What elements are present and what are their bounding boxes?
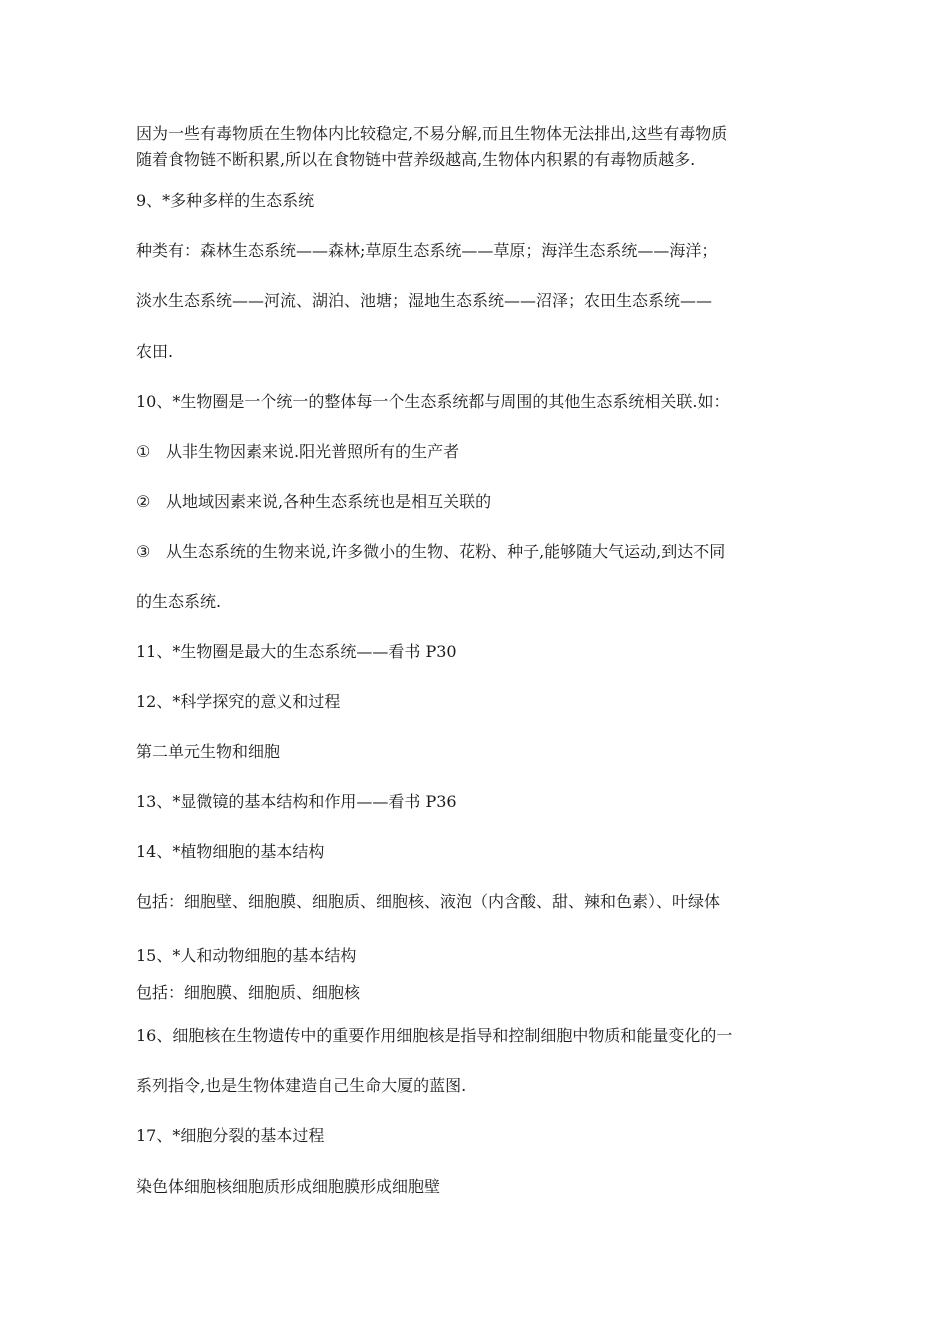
unit-heading: 第二单元生物和细胞 — [136, 742, 281, 761]
paragraph-line: 随着食物链不断积累,所以在食物链中营养级越高,生物体内积累的有毒物质越多. — [136, 150, 696, 169]
section-heading-9: 9、*多种多样的生态系统 — [136, 191, 315, 210]
section-heading-12: 12、*科学探究的意义和过程 — [136, 692, 341, 711]
list-marker-1: ① — [136, 442, 151, 461]
list-marker-2: ② — [136, 492, 151, 511]
list-item — [136, 541, 826, 563]
list-item — [136, 441, 826, 463]
section-heading-14: 14、*植物细胞的基本结构 — [136, 842, 325, 861]
list-item-text: 从非生物因素来说.阳光普照所有的生产者 — [166, 442, 460, 461]
list-item-text: 从地域因素来说,各种生态系统也是相互关联的 — [166, 492, 492, 511]
section-heading-13: 13、*显微镜的基本结构和作用——看书 P36 — [136, 792, 457, 811]
section-heading-11: 11、*生物圈是最大的生态系统——看书 P30 — [136, 642, 457, 661]
paragraph-line: 染色体细胞核细胞质形成细胞膜形成细胞壁 — [136, 1177, 441, 1196]
list-item-text: 从生态系统的生物来说,许多微小的生物、花粉、种子,能够随大气运动,到达不同 — [166, 542, 726, 561]
list-item — [136, 491, 826, 513]
paragraph-line: 种类有：森林生态系统——森林;草原生态系统——草原；海洋生态系统——海洋； — [136, 241, 718, 260]
list-marker-3: ③ — [136, 542, 151, 561]
section-heading-16: 16、细胞核在生物遗传中的重要作用细胞核是指导和控制细胞中物质和能量变化的一 — [136, 1026, 733, 1045]
paragraph-line: 因为一些有毒物质在生物体内比较稳定,不易分解,而且生物体无法排出,这些有毒物质 — [136, 124, 728, 143]
paragraph-line: 农田. — [136, 342, 174, 361]
section-heading-10: 10、*生物圈是一个统一的整体每一个生态系统都与周围的其他生态系统相关联.如： — [136, 392, 730, 411]
section-heading-15: 15、*人和动物细胞的基本结构 — [136, 946, 357, 965]
paragraph-line: 包括：细胞膜、细胞质、细胞核 — [136, 983, 361, 1002]
section-heading-17: 17、*细胞分裂的基本过程 — [136, 1126, 325, 1145]
paragraph-line: 包括：细胞壁、细胞膜、细胞质、细胞核、液泡（内含酸、甜、辣和色素）、叶绿体 — [136, 892, 721, 911]
paragraph-line: 淡水生态系统——河流、湖泊、池塘；湿地生态系统——沼泽；农田生态系统—— — [136, 291, 713, 310]
paragraph-line: 的生态系统. — [136, 592, 222, 611]
paragraph-line: 系列指令,也是生物体建造自己生命大厦的蓝图. — [136, 1076, 467, 1095]
